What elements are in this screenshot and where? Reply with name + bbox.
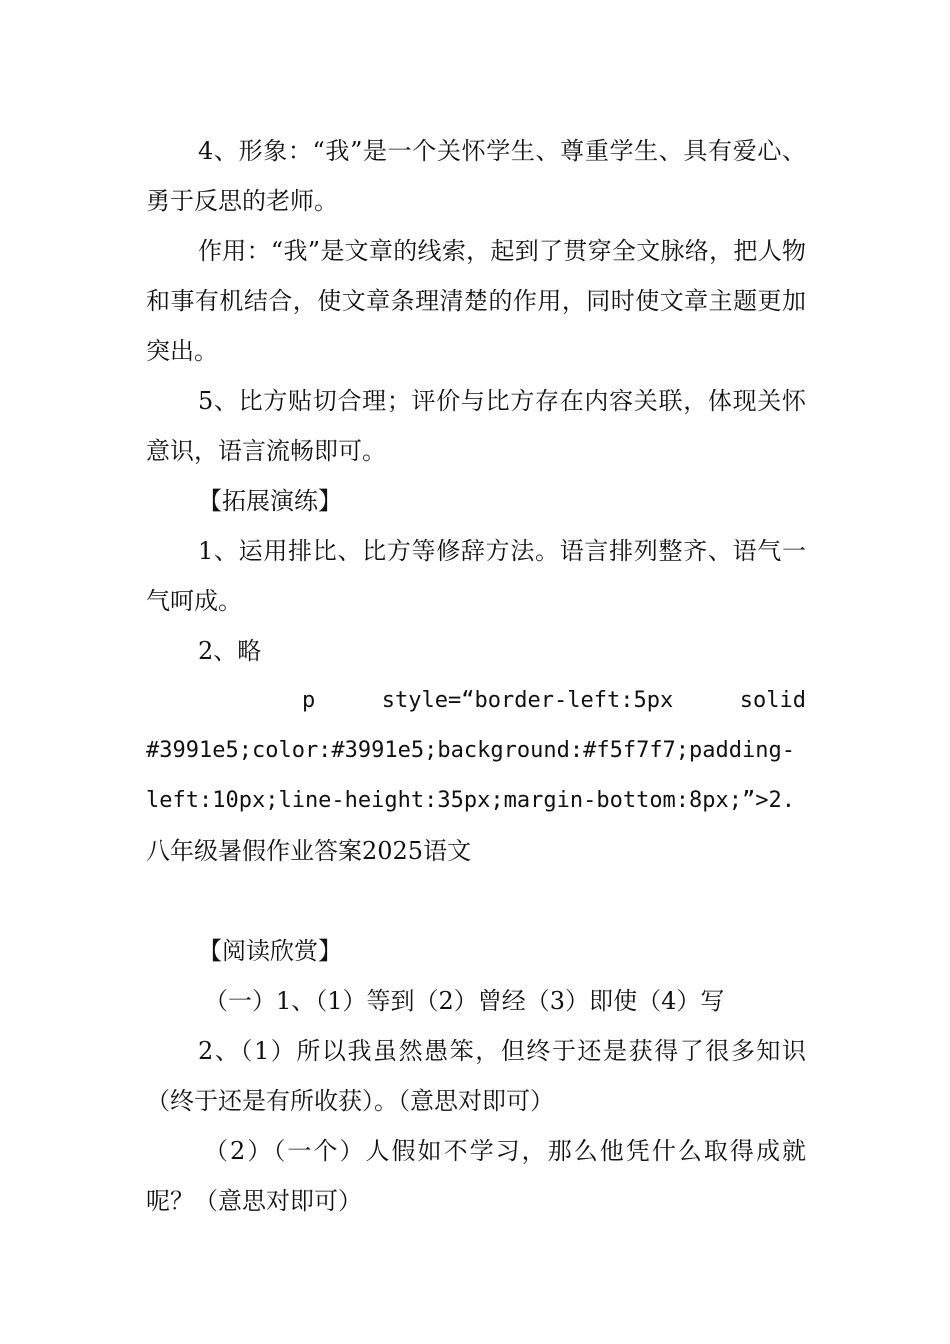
extension-answer-2: 2、略 [198, 637, 262, 665]
section-heading-reading: 【阅读欣赏】 [198, 937, 342, 965]
document-body [146, 126, 806, 1226]
section-title: 八年级暑假作业答案2025语文 [146, 837, 472, 865]
stray-markup-tag: p [302, 688, 316, 713]
extension-answer-1: 1、运用排比、比方等修辞方法。语言排列整齐、语气一气呵成。 [146, 537, 806, 615]
answer-5: 5、比方贴切合理；评价与比方存在内容关联，体现关怀意识，语言流畅即可。 [146, 387, 806, 465]
stray-markup-solid: solid [739, 688, 806, 713]
stray-markup-continuation: #3991e5;color:#3991e5;background:#f5f7f7;padding-left:10px;line-height:35px;margin-bottom:8px;”>2. [146, 738, 796, 813]
stray-markup-line [146, 676, 806, 726]
reading-answer-2-2: （2）（一个）人假如不学习，那么他凭什么取得成就呢？（意思对即可） [146, 1137, 806, 1215]
blank-line [146, 876, 806, 926]
answer-4-image: 4、形象：“我”是一个关怀学生、尊重学生、具有爱心、勇于反思的老师。 [146, 137, 806, 215]
answer-4-function: 作用：“我”是文章的线索，起到了贯穿全文脉络，把人物和事有机结合，使文章条理清楚的作用，同时使文章主题更加突出。 [146, 237, 806, 365]
stray-markup-style: style=“border-left:5px [381, 688, 674, 713]
section-heading-extension: 【拓展演练】 [198, 487, 342, 515]
reading-answer-2-1: 2、（1）所以我虽然愚笨，但终于还是获得了很多知识（终于还是有所收获）。（意思对即可） [146, 1037, 806, 1115]
reading-answer-1: （一）1、（1）等到（2）曾经（3）即使（4）写 [204, 987, 725, 1015]
